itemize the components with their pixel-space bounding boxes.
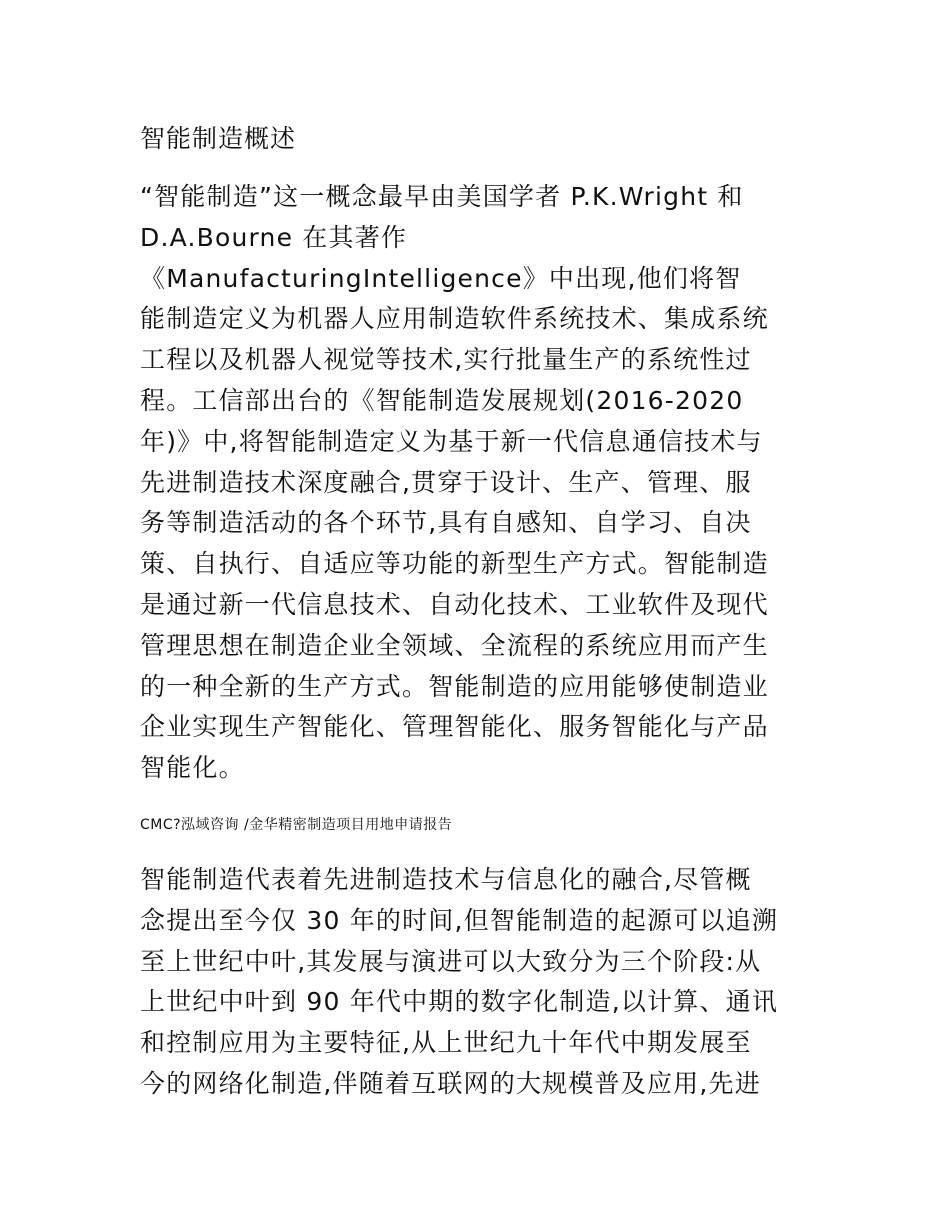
text-line: 工程以及机器人视觉等技术,实行批量生产的系统性过 [140,345,752,375]
text-line: D.A.Bourne 在其著作 [140,222,408,252]
text-line: 今的网络化制造,伴随着互联网的大规模普及应用,先进 [140,1068,761,1098]
text-line: 《ManufacturingIntelligence》中出现,他们将智 [140,263,742,293]
text-line: 策、自执行、自适应等功能的新型生产方式。智能制造 [140,549,769,579]
text-line: 是通过新一代信息技术、自动化技术、工业软件及现代 [140,589,769,619]
text-line: 智能制造代表着先进制造技术与信息化的融合,尽管概 [140,865,752,894]
text-line: 至上世纪中叶,其发展与演进可以大致分为三个阶段:从 [140,946,762,976]
paragraph-history [140,860,812,1105]
document-heading: 智能制造概述 [140,124,297,153]
text-line: 先进制造技术深度融合,贯穿于设计、生产、管理、服 [140,467,752,497]
text-line: 程。工信部出台的《智能制造发展规划(2016-2020 [140,385,744,415]
text-line: 能制造定义为机器人应用制造软件系统技术、集成系统 [140,304,769,334]
source-line: CMC?泓域咨询 /金华精密制造项目用地申请报告 [140,817,453,833]
text-line: 上世纪中叶到 90 年代中期的数字化制造,以计算、通讯 [140,987,779,1017]
text-line: 年)》中,将智能制造定义为基于新一代信息通信技术与 [140,426,763,456]
text-line: 管理思想在制造企业全领域、全流程的系统应用而产生 [140,630,769,660]
text-line: 务等制造活动的各个环节,具有自感知、自学习、自决 [140,508,752,538]
text-line: 和控制应用为主要特征,从上世纪九十年代中期发展至 [140,1028,752,1058]
text-line: 企业实现生产智能化、管理智能化、服务智能化与产品 [140,712,769,742]
text-line: 智能化。 [140,753,245,783]
text-line: 的一种全新的生产方式。智能制造的应用能够使制造业 [140,671,769,701]
text-line: “智能制造”这一概念最早由美国学者 P.K.Wright 和 [140,182,744,211]
text-line: 念提出至今仅 30 年的时间,但智能制造的起源可以追溯 [140,905,779,935]
paragraph-intro [140,177,812,789]
